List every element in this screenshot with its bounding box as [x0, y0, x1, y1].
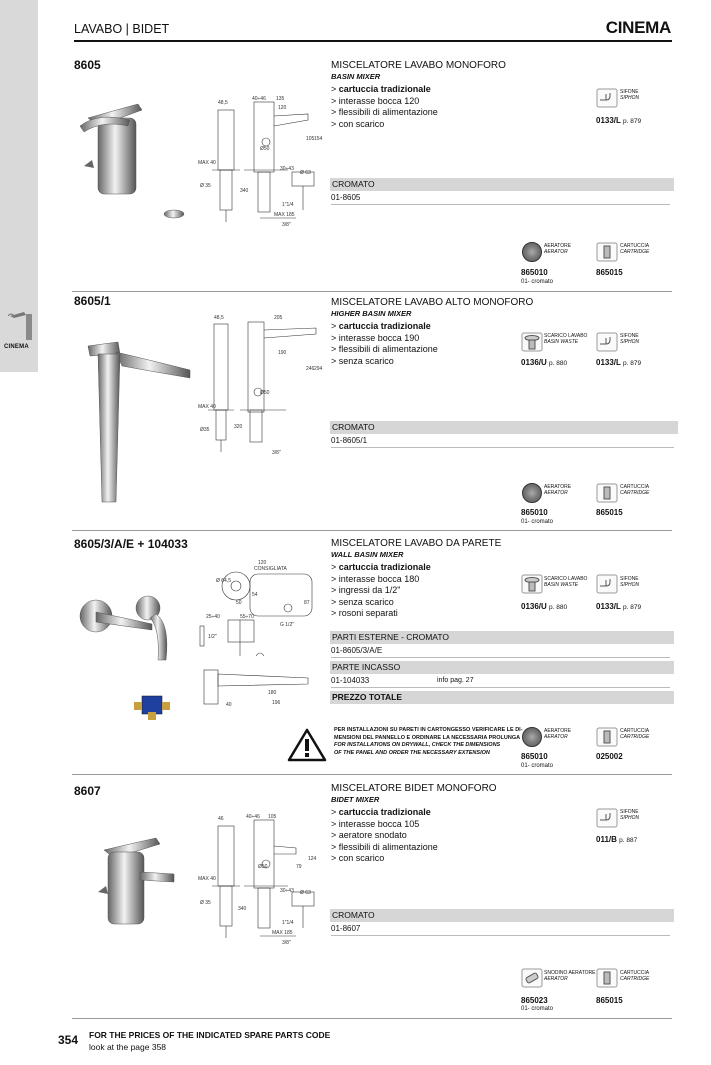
- siphon-icon: [596, 574, 618, 594]
- page-number: 354: [58, 1033, 79, 1047]
- product-photo-higher-basin-mixer: [86, 336, 196, 506]
- accessory-code: 0136/U p. 880: [521, 358, 568, 367]
- basin-waste-icon: [521, 574, 543, 594]
- svg-text:40: 40: [226, 702, 232, 708]
- accessory-finish: 01- cromato: [521, 1006, 554, 1012]
- aerator-icon: [522, 483, 542, 503]
- footer-note: FOR THE PRICES OF THE INDICATED SPARE PARTS CODE: [89, 1030, 331, 1040]
- svg-text:CONSIGLIATA: CONSIGLIATA: [254, 566, 287, 572]
- technical-drawing-wall-mixer: [196, 556, 326, 712]
- svg-text:Ø50: Ø50: [260, 146, 270, 152]
- article-code: 01-8605/1: [331, 435, 674, 448]
- aerator-icon: [522, 242, 542, 262]
- accessory-finish: 01- cromato: [521, 279, 554, 285]
- accessory-label: AERATORE AERATOR: [544, 728, 572, 740]
- warning-icon: [287, 728, 327, 762]
- svg-text:Ø 35: Ø 35: [200, 183, 211, 189]
- svg-text:1/2": 1/2": [208, 634, 217, 640]
- svg-text:340: 340: [240, 188, 249, 194]
- svg-text:180: 180: [268, 690, 277, 696]
- product-subtitle: HIGHER BASIN MIXER: [331, 309, 412, 318]
- svg-text:54: 54: [252, 592, 258, 598]
- svg-text:Ø50: Ø50: [260, 390, 270, 396]
- basin-waste-icon: [521, 332, 543, 352]
- accessory-code: 865015: [596, 508, 623, 517]
- cartridge-icon: [596, 968, 618, 988]
- svg-text:MAX 40: MAX 40: [198, 404, 216, 410]
- footer-note-page: look at the page 358: [89, 1042, 167, 1052]
- drywall-warning: PER INSTALLAZIONI SU PARETI IN CARTONGESSO VERIFICARE LE DI- MENSIONI DEL PANNELLO E ORDINARE LA NECESSARIA PROLUNGA FOR INSTALLATIONS ON DRYWALL, CHECK THE DIMENSIONS OF THE PANEL AND ORDER THE NECESSARY EXTENSION: [334, 727, 523, 756]
- sidebar-faucet-icon: [6, 306, 36, 340]
- svg-text:105: 105: [306, 136, 315, 142]
- section-divider: [72, 1018, 672, 1019]
- technical-drawing-8607: [196, 812, 326, 952]
- accessory-label: CARTUCCIA CARTRIDGE: [620, 970, 650, 982]
- accessory-code: 865015: [596, 268, 623, 277]
- finish-bar: CROMATO: [330, 421, 678, 434]
- article-code: 01-104033 info pag. 27: [331, 675, 670, 688]
- accessory-label: SIFONE SIPHON: [620, 809, 640, 821]
- product-code: 8605/3/A/E + 104033: [74, 537, 188, 551]
- accessory-finish: 01- cromato: [521, 763, 554, 769]
- accessory-label: SCARICO LAVABO BASIN WASTE: [544, 333, 588, 345]
- accessory-code: 0133/L p. 879: [596, 358, 642, 367]
- product-code: 8605/1: [74, 294, 111, 308]
- product-subtitle: BASIN MIXER: [331, 72, 381, 81]
- accessory-code: 865010: [521, 752, 548, 761]
- svg-text:120: 120: [278, 105, 287, 111]
- svg-text:154: 154: [314, 136, 323, 142]
- svg-text:G 1/2": G 1/2": [280, 622, 295, 628]
- swivel-aerator-icon: [521, 968, 543, 988]
- svg-text:87: 87: [304, 600, 310, 606]
- svg-text:MAX 40: MAX 40: [198, 876, 216, 882]
- accessory-code: 0133/L p. 879: [596, 116, 642, 125]
- svg-text:46: 46: [218, 816, 224, 822]
- accessory-label: SIFONE SIPHON: [620, 89, 640, 101]
- svg-text:30÷43: 30÷43: [280, 166, 294, 172]
- section-divider: [72, 774, 672, 775]
- product-subtitle: WALL BASIN MIXER: [331, 550, 404, 559]
- svg-text:320: 320: [234, 424, 243, 430]
- accessory-label: CARTUCCIA CARTRIDGE: [620, 728, 650, 740]
- svg-text:MAX 185: MAX 185: [274, 212, 295, 218]
- svg-text:Ø 63: Ø 63: [300, 890, 311, 896]
- header-divider: [74, 40, 672, 42]
- article-code: 01-8607: [331, 923, 670, 936]
- svg-text:55÷70: 55÷70: [240, 614, 254, 620]
- accessory-label: AERATORE AERATOR: [544, 243, 572, 255]
- accessory-code: 865015: [596, 996, 623, 1005]
- product-title: MISCELATORE LAVABO DA PARETE: [331, 538, 502, 549]
- svg-text:1"1/4: 1"1/4: [282, 202, 294, 208]
- svg-text:190: 190: [278, 350, 287, 356]
- total-price-bar: PREZZO TOTALE: [330, 691, 674, 704]
- svg-text:40÷46: 40÷46: [252, 96, 266, 102]
- svg-text:3/8": 3/8": [282, 940, 291, 946]
- concealed-part-bar: PARTE INCASSO: [330, 661, 674, 674]
- accessory-code: 011/B p. 887: [596, 835, 638, 844]
- svg-text:135: 135: [276, 96, 285, 102]
- svg-text:40÷46: 40÷46: [246, 814, 260, 820]
- brand-name: CINEMA: [605, 18, 671, 37]
- product-title: MISCELATORE BIDET MONOFORO: [331, 783, 497, 794]
- svg-text:205: 205: [274, 315, 283, 321]
- svg-text:MAX 40: MAX 40: [198, 160, 216, 166]
- svg-text:79: 79: [296, 864, 302, 870]
- accessory-finish: 01- cromato: [521, 519, 554, 525]
- cartridge-icon: [596, 727, 618, 747]
- feature-list: > cartuccia tradizionale > interasse bocca 120 > flessibili di alimentazione > con scarico: [331, 84, 438, 129]
- svg-text:30÷43: 30÷43: [280, 888, 294, 894]
- svg-text:48,5: 48,5: [214, 315, 224, 321]
- finish-bar: CROMATO: [330, 909, 674, 922]
- accessory-code: 865023: [521, 996, 548, 1005]
- accessory-label: SIFONE SIPHON: [620, 576, 640, 588]
- section-divider: [72, 530, 672, 531]
- svg-text:50: 50: [236, 600, 242, 606]
- svg-text:MAX 185: MAX 185: [272, 930, 293, 936]
- svg-text:Ø 64,5: Ø 64,5: [216, 578, 232, 584]
- product-title: MISCELATORE LAVABO MONOFORO: [331, 60, 506, 71]
- accessory-label: CARTUCCIA CARTRIDGE: [620, 243, 650, 255]
- svg-text:246: 246: [306, 366, 315, 372]
- accessory-label: SIFONE SIPHON: [620, 333, 640, 345]
- svg-text:124: 124: [308, 856, 317, 862]
- product-photo-concealed-body: [132, 690, 176, 722]
- accessory-label: SCARICO LAVABO BASIN WASTE: [544, 576, 588, 588]
- cartridge-icon: [596, 483, 618, 503]
- accessory-code: 0136/U p. 880: [521, 602, 568, 611]
- cartridge-icon: [596, 242, 618, 262]
- svg-text:3/8": 3/8": [282, 222, 291, 228]
- svg-text:Ø35: Ø35: [200, 427, 210, 433]
- technical-drawing-8605: [196, 92, 326, 232]
- technical-drawing-8605-1: [196, 310, 326, 460]
- svg-text:196: 196: [272, 700, 281, 706]
- svg-text:Ø 63: Ø 63: [300, 170, 311, 176]
- siphon-icon: [596, 332, 618, 352]
- svg-text:Ø 35: Ø 35: [200, 900, 211, 906]
- svg-text:340: 340: [238, 906, 247, 912]
- product-photo-bidet-mixer: [94, 836, 198, 930]
- article-code: 01-8605/3/A/E: [331, 645, 670, 658]
- accessory-code: 0133/L p. 879: [596, 602, 642, 611]
- product-photo-basin-mixer: [78, 96, 186, 220]
- feature-list: > cartuccia tradizionale > interasse bocca 105 > aeratore snodato > flessibili di alimentazione > con scarico: [331, 807, 438, 863]
- article-code: 01-8605: [331, 192, 670, 205]
- product-title: MISCELATORE LAVABO ALTO MONOFORO: [331, 297, 534, 308]
- svg-text:48,5: 48,5: [218, 100, 228, 106]
- accessory-code: 865010: [521, 508, 548, 517]
- product-code: 8605: [74, 58, 101, 72]
- siphon-icon: [596, 88, 618, 108]
- product-subtitle: BIDET MIXER: [331, 795, 380, 804]
- accessory-label: CARTUCCIA CARTRIDGE: [620, 484, 650, 496]
- siphon-icon: [596, 808, 618, 828]
- svg-text:105: 105: [268, 814, 277, 820]
- accessory-label: AERATORE AERATOR: [544, 484, 572, 496]
- svg-text:1"1/4: 1"1/4: [282, 920, 294, 926]
- feature-list: > cartuccia tradizionale > interasse bocca 190 > flessibili di alimentazione > senza scarico: [331, 321, 438, 366]
- accessory-code: 865010: [521, 268, 548, 277]
- accessory-label: SNODINO AERATORE AERATOR: [544, 970, 596, 982]
- svg-text:Ø50: Ø50: [258, 864, 268, 870]
- section-divider: [72, 291, 672, 292]
- finish-bar: PARTI ESTERNE - CROMATO: [330, 631, 674, 644]
- svg-text:120: 120: [258, 560, 267, 566]
- finish-bar: CROMATO: [330, 178, 674, 191]
- svg-text:294: 294: [314, 366, 323, 372]
- feature-list: > cartuccia tradizionale > interasse bocca 180 > ingressi da 1/2" > senza scarico > rosoni separati: [331, 562, 431, 618]
- section-title: LAVABO | BIDET: [74, 22, 170, 36]
- svg-text:3/8": 3/8": [272, 450, 281, 456]
- aerator-icon: [522, 727, 542, 747]
- sidebar-label: CINEMA: [4, 344, 29, 350]
- accessory-code: 025002: [596, 752, 623, 761]
- product-photo-wall-mixer: [76, 594, 186, 664]
- product-code: 8607: [74, 784, 101, 798]
- svg-text:25÷40: 25÷40: [206, 614, 220, 620]
